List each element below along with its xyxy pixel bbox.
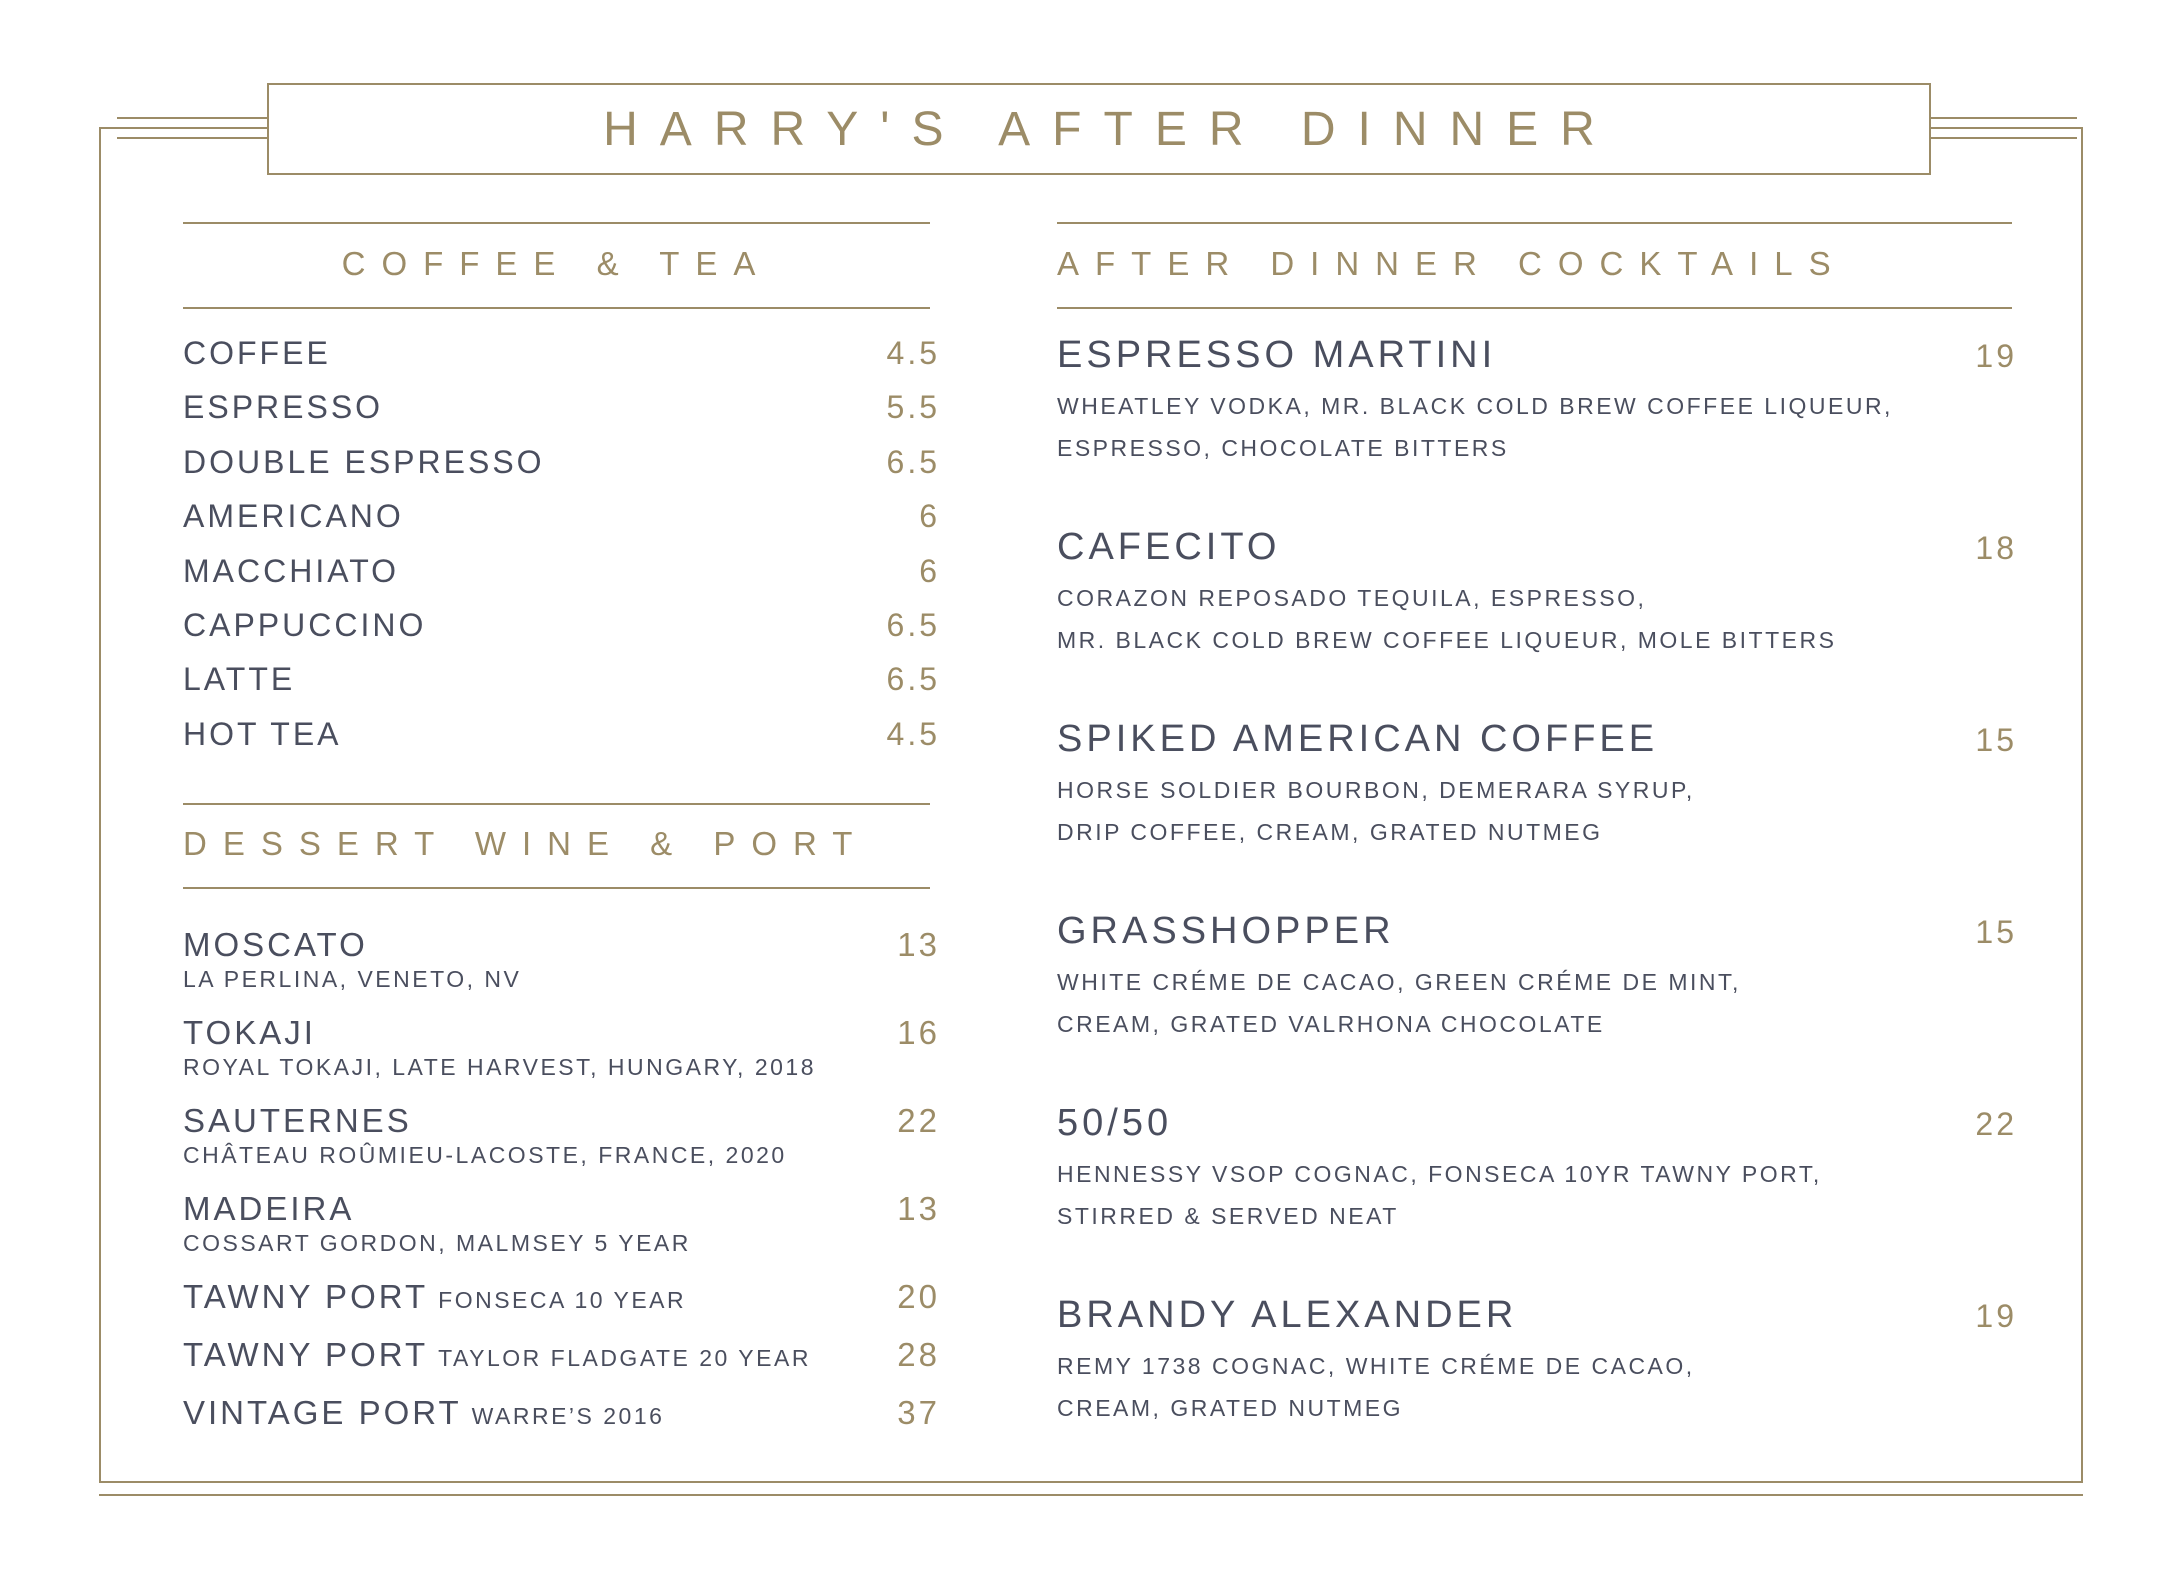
item-price: 20	[897, 1278, 940, 1315]
coffee-bottom-rule	[183, 307, 930, 309]
coffee-tea-list	[183, 335, 940, 770]
cocktail-name: BRANDY ALEXANDER	[1057, 1294, 1518, 1336]
item-price: 6	[919, 498, 940, 535]
item-name: COFFEE	[183, 335, 331, 371]
item-price: 6	[919, 552, 940, 589]
item-name: TAWNY PORT	[183, 1278, 429, 1315]
coffee-item	[183, 389, 940, 443]
item-price: 6.5	[886, 606, 940, 643]
item-price: 22	[897, 1102, 940, 1139]
cocktail-ingredients: MR. BLACK COLD BREW COFFEE LIQUEUR, MOLE BITTERS	[1057, 627, 1837, 653]
item-name: MADEIRA	[183, 1190, 355, 1227]
cocktails-top-rule	[1057, 222, 2012, 224]
coffee-item	[183, 661, 940, 715]
coffee-item	[183, 498, 940, 552]
cocktail-ingredients: ESPRESSO, CHOCOLATE BITTERS	[1057, 435, 1509, 461]
item-detail: CHÂTEAU ROÛMIEU-LACOSTE, FRANCE, 2020	[183, 1142, 787, 1168]
cocktail-name: ESPRESSO MARTINI	[1057, 334, 1497, 376]
cocktail-item	[1057, 714, 2017, 906]
item-detail: ROYAL TOKAJI, LATE HARVEST, HUNGARY, 2018	[183, 1054, 816, 1080]
cocktail-ingredients: WHITE CRÉME DE CACAO, GREEN CRÉME DE MINT,	[1057, 969, 1741, 995]
cocktail-item	[1057, 906, 2017, 1098]
item-price: 5.5	[886, 389, 940, 426]
cocktails-bottom-rule	[1057, 307, 2012, 309]
cocktail-ingredients: DRIP COFFEE, CREAM, GRATED NUTMEG	[1057, 819, 1603, 845]
bottom-rule	[99, 1494, 2083, 1496]
title-deco-right-1	[1927, 117, 2077, 119]
item-price: 4.5	[886, 335, 940, 371]
title-deco-left-2	[117, 137, 269, 139]
item-detail: FONSECA 10 YEAR	[438, 1287, 687, 1313]
item-name: SAUTERNES	[183, 1102, 412, 1139]
wine-item	[183, 1101, 940, 1189]
cocktail-item	[1057, 522, 2017, 714]
cocktail-item	[1057, 1098, 2017, 1290]
cocktail-ingredients: HENNESSY VSOP COGNAC, FONSECA 10YR TAWNY PORT,	[1057, 1161, 1822, 1187]
cocktail-list	[1057, 330, 2017, 1482]
cocktail-ingredients: CREAM, GRATED NUTMEG	[1057, 1395, 1404, 1421]
item-detail: TAYLOR FLADGATE 20 YEAR	[438, 1345, 811, 1371]
item-detail: LA PERLINA, VENETO, NV	[183, 966, 522, 992]
item-price: 13	[897, 1190, 940, 1227]
cocktail-item	[1057, 330, 2017, 522]
title-deco-right-2	[1927, 137, 2077, 139]
cocktail-name: 50/50	[1057, 1102, 1173, 1144]
cocktail-price: 15	[1975, 722, 2017, 758]
item-price: 4.5	[886, 715, 940, 752]
coffee-item	[183, 444, 940, 498]
item-price: 6.5	[886, 661, 940, 698]
cocktail-item	[1057, 1290, 2017, 1482]
wine-top-rule	[183, 803, 930, 805]
cocktail-ingredients: STIRRED & SERVED NEAT	[1057, 1203, 1399, 1229]
item-price: 28	[897, 1336, 940, 1373]
item-name: LATTE	[183, 661, 296, 698]
menu-title: HARRY'S AFTER DINNER	[603, 102, 1617, 156]
item-name: DOUBLE ESPRESSO	[183, 443, 545, 480]
cocktail-price: 15	[1975, 914, 2017, 950]
title-deco-left-1	[117, 117, 269, 119]
coffee-item	[183, 553, 940, 607]
item-price: 6.5	[886, 443, 940, 480]
dessert-wine-list	[183, 925, 940, 1451]
cocktail-price: 22	[1975, 1106, 2017, 1142]
coffee-tea-heading: COFFEE & TEA	[341, 245, 772, 282]
item-name: ESPRESSO	[183, 389, 384, 426]
wine-item	[183, 925, 940, 1013]
coffee-top-rule	[183, 222, 930, 224]
cocktail-name: CAFECITO	[1057, 526, 1281, 568]
wine-item	[183, 1013, 940, 1101]
cocktail-ingredients: WHEATLEY VODKA, MR. BLACK COLD BREW COFFEE LIQUEUR,	[1057, 393, 1893, 419]
item-name: MOSCATO	[183, 926, 368, 963]
wine-item	[183, 1335, 940, 1393]
item-name: MACCHIATO	[183, 552, 400, 589]
cocktail-ingredients: HORSE SOLDIER BOURBON, DEMERARA SYRUP,	[1057, 777, 1695, 803]
item-detail: WARRE’S 2016	[471, 1403, 665, 1429]
cocktail-ingredients: CORAZON REPOSADO TEQUILA, ESPRESSO,	[1057, 585, 1647, 611]
cocktail-price: 19	[1975, 1298, 2017, 1334]
item-price: 16	[897, 1014, 940, 1051]
cocktail-ingredients: REMY 1738 COGNAC, WHITE CRÉME DE CACAO,	[1057, 1353, 1695, 1379]
wine-bottom-rule	[183, 887, 930, 889]
wine-item	[183, 1393, 940, 1451]
item-price: 13	[897, 926, 940, 963]
item-name: TOKAJI	[183, 1014, 316, 1051]
coffee-item	[183, 335, 940, 389]
item-name: CAPPUCCINO	[183, 606, 427, 643]
cocktail-name: SPIKED AMERICAN COFFEE	[1057, 718, 1659, 760]
cocktail-price: 18	[1975, 530, 2017, 566]
item-name: TAWNY PORT	[183, 1336, 429, 1373]
wine-item	[183, 1277, 940, 1335]
title-box	[267, 83, 1931, 175]
cocktail-ingredients: CREAM, GRATED VALRHONA CHOCOLATE	[1057, 1011, 1605, 1037]
item-name: VINTAGE PORT	[183, 1394, 462, 1431]
dessert-wine-heading: DESSERT WINE & PORT	[183, 825, 869, 862]
cocktail-price: 19	[1975, 338, 2017, 374]
item-name: HOT TEA	[183, 715, 342, 752]
cocktail-name: GRASSHOPPER	[1057, 910, 1395, 952]
cocktails-heading: AFTER DINNER COCKTAILS	[1057, 245, 1847, 282]
coffee-item	[183, 607, 940, 661]
item-detail: COSSART GORDON, MALMSEY 5 YEAR	[183, 1230, 691, 1256]
wine-item	[183, 1189, 940, 1277]
item-price: 37	[897, 1394, 940, 1431]
item-name: AMERICANO	[183, 498, 404, 535]
coffee-item	[183, 716, 940, 770]
